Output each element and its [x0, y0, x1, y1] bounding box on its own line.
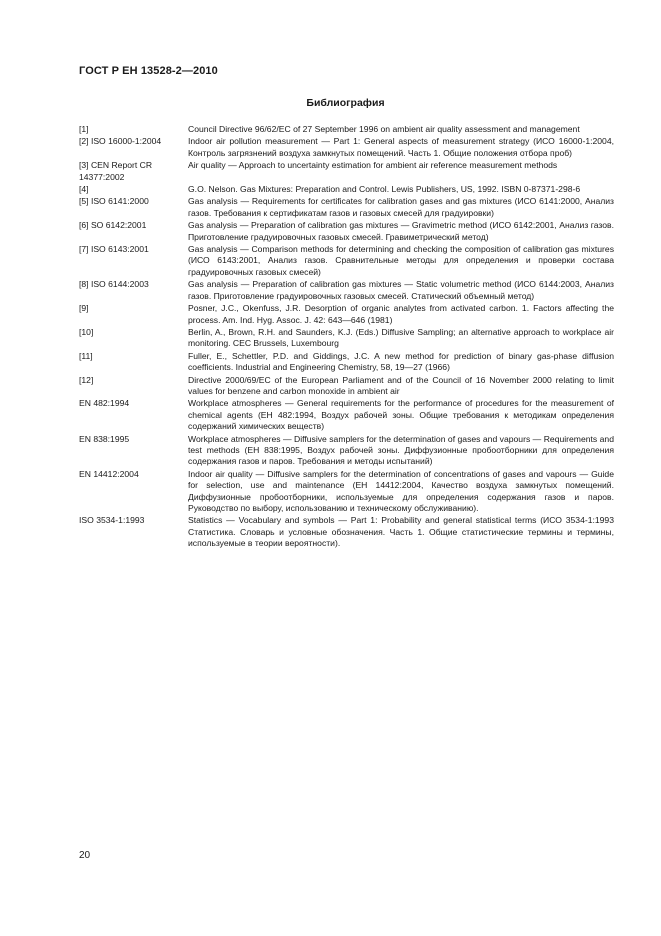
bibliography-entry	[79, 124, 615, 135]
entry-reference: EN 482:1994	[79, 398, 130, 409]
entry-reference: [7] ISO 6143:2001	[79, 244, 149, 255]
bibliography-entry	[79, 184, 615, 195]
entry-text: Indoor air pollution measurement — Part 1: General aspects of measurement strategy (ИСО 16000-1:2004, Контроль загрязнений воздуха замкнутых помещений. Часть 1. Общие положения отбора проб)	[188, 136, 614, 158]
entry-reference: [6] SO 6142:2001	[79, 220, 147, 231]
entry-text: G.O. Nelson. Gas Mixtures: Preparation and Control. Lewis Publishers, US, 1992. ISBN 0-87371-298-6	[188, 184, 581, 195]
bibliography-entry	[79, 398, 615, 432]
entry-reference: EN 838:1995	[79, 433, 130, 444]
entry-text: Statistics — Vocabulary and symbols — Part 1: Probability and general statistical terms (ИСО 3534-1:1993 Статистика. Словарь и условные обозначения. Часть 1. Общие статистические термины и термины, используемые в теории вероятности).	[188, 515, 614, 549]
entry-text: Gas analysis — Requirements for certificates for calibration gases and gas mixtures (ИСО 6141:2000, Анализ газов. Требования к сертификатам газов и газовых смесей для градуировки)	[188, 196, 614, 218]
entry-reference: EN 14412:2004	[79, 468, 139, 479]
entry-text: Indoor air quality — Diffusive samplers for the determination of concentrations of gases and vapours — Guide for selection, use and maintenance (ЕН 14412:2004, Качество воздуха замкнутых помещений. Диффузионные пробоотборники, используемые для определения содержания газов и паров. Руководство по выбору, использованию и техническому обслуживанию).	[188, 468, 614, 513]
section-title: Библиография	[306, 97, 385, 109]
bibliography-entry	[79, 244, 615, 278]
bibliography-entry	[79, 279, 615, 302]
entry-text: Workplace atmospheres — General requirements for the performance of procedures for the measurement of chemical agents (ЕН 482:1994, Воздух рабочей зоны. Общие требования к методикам определения содержаний химических веществ)	[188, 398, 614, 432]
bibliography-entry	[79, 515, 615, 549]
entry-reference: [2] ISO 16000-1:2004	[79, 136, 162, 147]
entry-text: Directive 2000/69/EC of the European Parliament and of the Council of 16 November 2000 relating to limit values for benzene and carbon monoxide in ambient air	[188, 374, 614, 396]
entry-text: Posner, J.C., Okenfuss, J.R. Desorption of organic analytes from activated carbon. 1. Factors affecting the process. Am. Ind. Hyg. Assoc. J. 42: 643—646 (1981)	[188, 303, 614, 325]
entry-reference: [9]	[79, 303, 89, 314]
page-number: 20	[79, 850, 91, 861]
entry-text: Council Directive 96/62/EC of 27 September 1996 on ambient air quality assessment and management	[188, 124, 580, 134]
entry-reference: [10]	[79, 326, 94, 337]
bibliography-entry	[79, 136, 615, 159]
entry-reference: ISO 3534-1:1993	[79, 515, 145, 526]
bibliography-entry	[79, 327, 615, 350]
entry-text: Gas analysis — Comparison methods for determining and checking the composition of calibration gas mixtures (ИСО 6143:2001, Анализ газов. Сравнительные методы для определения и проверки состава градуировочных газовых смесей)	[188, 244, 614, 277]
entry-reference: [1]	[79, 124, 89, 134]
entry-text: Gas analysis — Preparation of calibration gas mixtures — Gravimetric method (ИСО 6142:2001, Анализ газов. Приготовление градуировочных газовых смесей. Гравиметрический метод)	[188, 220, 614, 242]
entry-text: Air quality — Approach to uncertainty estimation for ambient air reference measurement methods	[188, 160, 558, 171]
entry-reference: [4]	[79, 184, 89, 195]
bibliography-list	[79, 124, 615, 551]
entry-reference: [8] ISO 6144:2003	[79, 279, 149, 290]
entry-reference: [11]	[79, 350, 93, 361]
entry-reference: [12]	[79, 374, 94, 385]
entry-text: Workplace atmospheres — Diffusive samplers for the determination of gases and vapours — Requirements and test methods (ЕН 838:1995, Воздух рабочей зоны. Диффузионные пробоотборники для определения содержания газов и паров. Требования и методы испытаний)	[188, 433, 614, 467]
bibliography-entry	[79, 351, 615, 374]
entry-text: Berlin, A., Brown, R.H. and Saunders, K.J. (Eds.) Diffusive Sampling; an alternative approach to workplace air monitoring. CEC Brussels, Luxembourg	[188, 326, 614, 349]
bibliography-entry	[79, 196, 615, 219]
bibliography-entry	[79, 469, 615, 515]
document-header: ГОСТ Р ЕН 13528-2—2010	[79, 65, 218, 77]
entry-reference: [5] ISO 6141:2000	[79, 196, 149, 207]
entry-text: Gas analysis — Preparation of calibration gas mixtures — Static volumetric method (ИСО 6144:2003, Анализ газов. Приготовление градуировочных газовых смесей. Статический объемный метод)	[188, 279, 614, 301]
bibliography-entry	[79, 375, 615, 398]
entry-text: Fuller, E., Schettler, P.D. and Giddings, J.C. A new method for prediction of binary gas-phase diffusion coefficients. Industrial and Engineering Chemistry, 58, 19—27 (1966)	[188, 350, 614, 373]
bibliography-entry	[79, 303, 615, 326]
entry-reference: [3] CEN Report CR 14377:2002	[79, 160, 153, 182]
bibliography-entry	[79, 160, 615, 183]
bibliography-entry	[79, 220, 615, 243]
bibliography-entry	[79, 434, 615, 468]
